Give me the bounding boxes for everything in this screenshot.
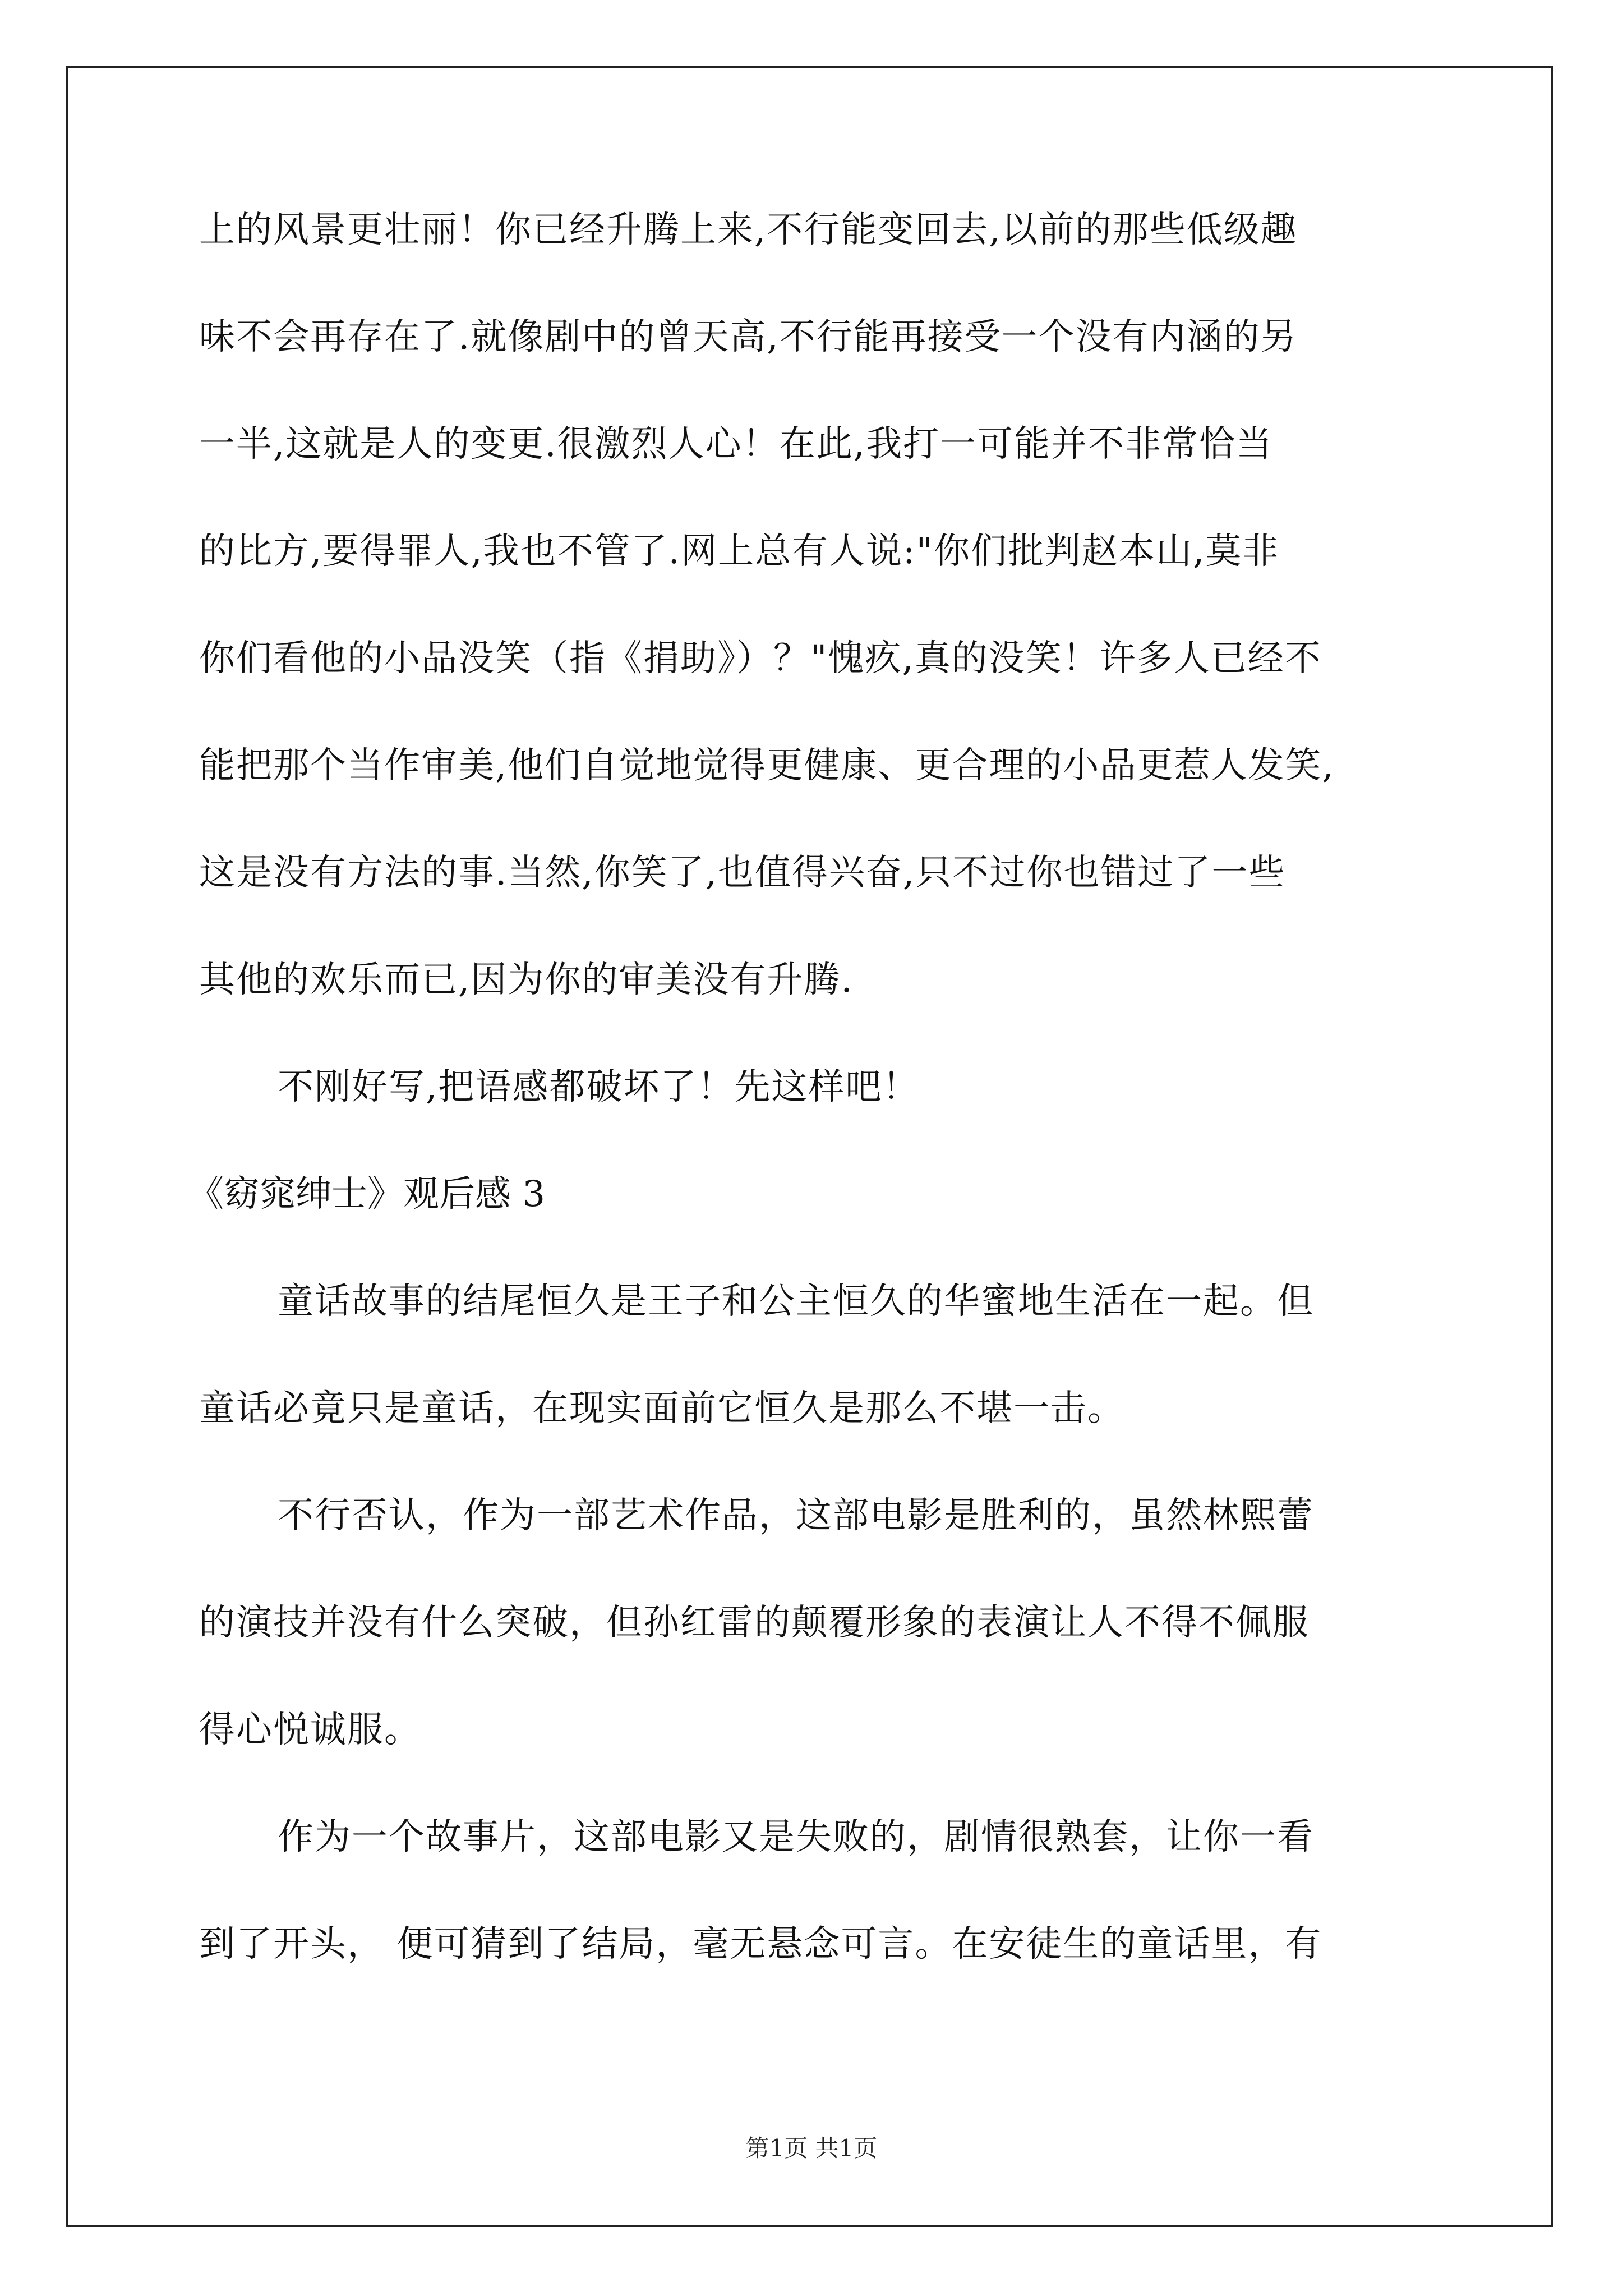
paragraph-line: 童话故事的结尾恒久是王子和公主恒久的华蜜地生活在一起。但 [278, 1281, 1314, 1322]
paragraph-line: 童话必竟只是童话，在现实面前它恒久是那么不堪一击。 [199, 1388, 1124, 1429]
paragraph-line: 这是没有方法的事.当然,你笑了,也值得兴奋,只不过你也错过了一些 [199, 852, 1286, 894]
page-footer: 第1页 共1页 [745, 2134, 878, 2162]
paragraph-line: 能把那个当作审美,他们自觉地觉得更健康、更合理的小品更惹人发笑, [199, 745, 1335, 786]
paragraph-line: 到了开头， 便可猜到了结局，毫无悬念可言。在安徒生的童话里，有 [199, 1924, 1322, 1965]
paragraph-line: 的比方,要得罪人,我也不管了.网上总有人说:"你们批判赵本山,莫非 [199, 531, 1280, 572]
paragraph-line: 你们看他的小品没笑（指《捐助》）？"愧疚,真的没笑！许多人已经不 [199, 638, 1322, 679]
paragraph-line: 其他的欢乐而已,因为你的审美没有升腾. [199, 959, 854, 1001]
closing-line: 不刚好写,把语感都破坏了！先这样吧！ [278, 1066, 920, 1108]
paragraph-line: 作为一个故事片，这部电影又是失败的，剧情很熟套，让你一看 [278, 1816, 1314, 1858]
paragraph-line: 得心悦诚服。 [199, 1709, 421, 1751]
document-body [188, 208, 1425, 2029]
paragraph-line: 上的风景更壮丽！你已经升腾上来,不行能变回去,以前的那些低级趣 [199, 209, 1298, 251]
section-title: 《窈窕绅士》观后感 3 [188, 1174, 546, 1215]
paragraph-line: 不行否认，作为一部艺术作品，这部电影是胜利的，虽然林熙蕾 [278, 1495, 1314, 1536]
paragraph-line: 一半,这就是人的变更.很激烈人心！在此,我打一可能并不非常恰当 [199, 424, 1274, 465]
paragraph-line: 的演技并没有什么突破，但孙红雷的颠覆形象的表演让人不得不佩服 [199, 1602, 1310, 1644]
paragraph-line: 味不会再存在了.就像剧中的曾天高,不行能再接受一个没有内涵的另 [199, 316, 1298, 358]
